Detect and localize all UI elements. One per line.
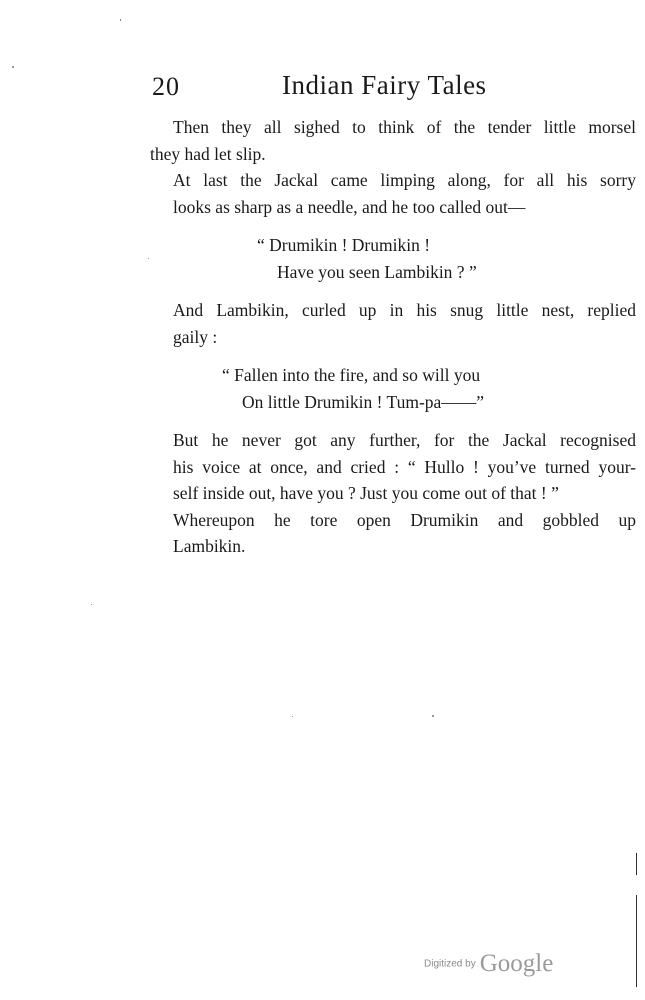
scan-speck [12, 66, 14, 68]
scan-speck [432, 715, 434, 717]
verse-line: “ Fallen into the fire, and so will you [222, 365, 481, 385]
paragraph-line: Whereupon he tore open Drumikin and gobbled up [173, 509, 636, 530]
scan-edge-line [636, 853, 637, 875]
paragraph-line: At last the Jackal came limping along, for all his sorry [173, 170, 636, 190]
paragraph-line: And Lambikin, curled up in his snug little nest, replied [173, 300, 636, 320]
paragraph-3 [150, 297, 636, 350]
scan-speck [148, 258, 149, 259]
paragraph-line: they had let slip. [150, 143, 266, 164]
digitized-watermark [424, 950, 553, 980]
scan-speck [91, 604, 92, 605]
paragraph-1 [150, 114, 636, 167]
paragraph-line: self inside out, have you ? Just you come out of that ! ” [173, 483, 559, 503]
digitized-label: Digitized by [424, 958, 476, 970]
verse-line: Have you seen Lambikin ? ” [277, 261, 477, 282]
paragraph-5 [150, 507, 636, 560]
scan-edge-line [636, 895, 637, 987]
paragraph-line: gaily : [173, 326, 218, 347]
verse-2 [150, 362, 636, 415]
running-title: Indian Fairy Tales [282, 70, 487, 100]
paragraph-line: Lambikin. [173, 536, 246, 556]
scan-speck [120, 19, 121, 21]
page-number: 20 [152, 72, 180, 101]
paragraph-line: Then they all sighed to think of the tender little morsel [173, 117, 636, 137]
paragraph-4 [150, 427, 636, 507]
body-text [150, 114, 636, 560]
verse-line: On little Drumikin ! Tum-pa——” [242, 391, 485, 412]
verse-1 [150, 232, 636, 285]
page-header [152, 70, 517, 104]
paragraph-line: But he never got any further, for the Jackal recognised [173, 430, 636, 450]
paragraph-2 [150, 167, 636, 220]
paragraph-line: looks as sharp as a needle, and he too called out— [173, 196, 526, 217]
scan-speck [292, 716, 293, 717]
verse-line: “ Drumikin ! Drumikin ! [257, 235, 431, 255]
google-logo: Google [479, 950, 554, 977]
paragraph-line: his voice at once, and cried : “ Hullo ! you’ve turned your- [173, 456, 636, 477]
